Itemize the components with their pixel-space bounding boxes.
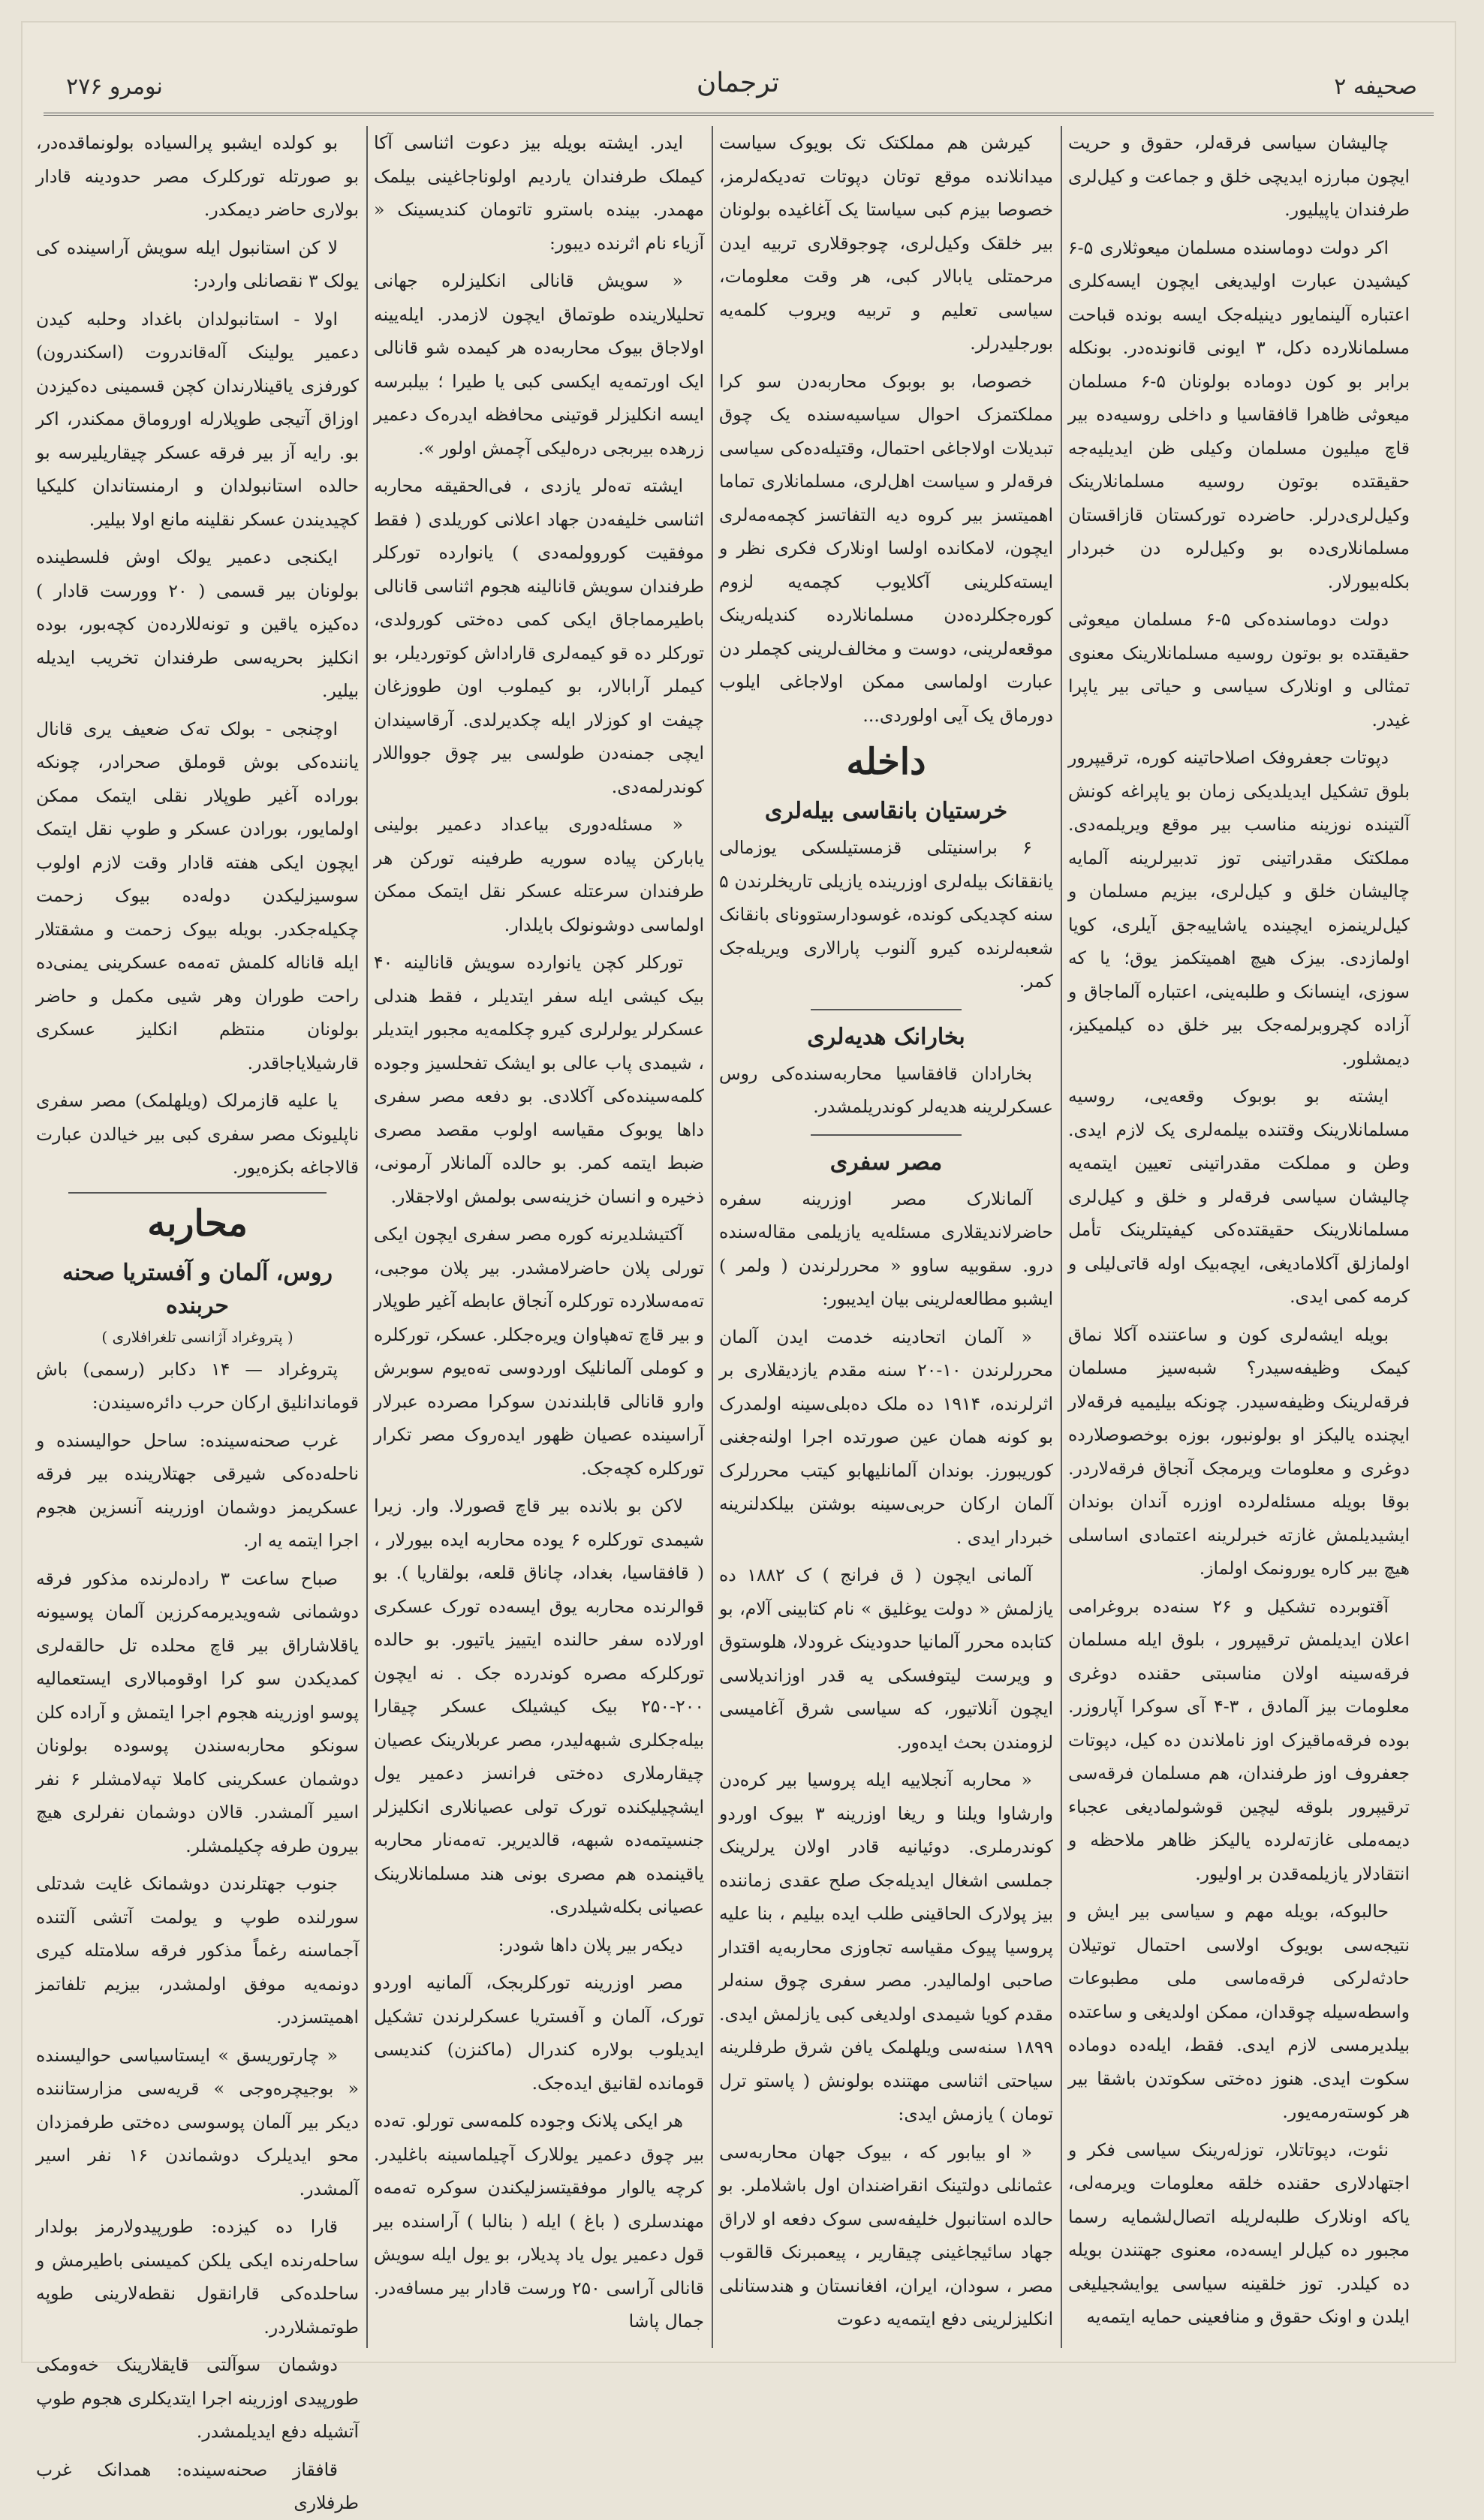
paragraph: جنوب جهتلرندن دوشمانک غایت شدتلی سورلنده طوپ و یولمت آتشی آلتنده آجماسنه رغماً مذکور فرقه سلامتله کیری دونمه‌یه موفق اولمشدر، بیزیم تلفاتمز اهمیتسزدر. bbox=[36, 1873, 359, 2028]
separator bbox=[811, 1134, 961, 1136]
column-3 bbox=[374, 126, 704, 2348]
separator bbox=[68, 1192, 327, 1194]
paragraph: دولت دوماسنده‌کی ۵-۶ مسلمان میعوثی حقیقتده بو بوتون روسیه مسلمانلارینک معنوی تمثالی و اونلارک سیاسی و حیاتی بیر یاپرا غیدر. bbox=[1068, 609, 1410, 730]
paragraph: خصوصا، بو بوبوک محاربه‌دن سو کرا مملکتمزک احوال سیاسیه‌سنده یک چوق تبدیلات اولاجاغی احتمال، وقتیله‌ده‌کی سیاسی فرقه‌لر و سیاست اهل‌لری، مسلمانلاری تماما اهمیتسز بیر کروه دیه التفاتسز کچمه‌مه‌لری ایچون، لامکانده اولسا اونلارک فکری نظر و ایسته‌کلرینی آکلایوب کچمه‌یه لزوم کوره‌جکلرده‌دن مسلمانلارده کندیله‌رینک موقعه‌لرینی، دوست و مخالف‌لرینی کچملر دن عبارت اولماسی ممکن اولاجاغی ایلوب دورماق یک آیی اولوردی... bbox=[719, 370, 1053, 726]
paragraph: حالبوکه، بویله مهم و سیاسی بیر ایش و نتیجه‌سی بویوک اولاسی احتمال توتیلان حادثەلرکی فرقه‌ماسی ملی مطبوعات واسطه‌سیله چوقدان، ممکن اولدیغی و ساعتده بیلدیرمسی لازم ایدی. فقط، ایله‌ده دوماده سکوت ایدی. هنوز ده‌ختی سکوتدن باشقا بیر هر کوسته‌رمه‌یور. bbox=[1068, 1901, 1410, 2122]
paragraph: « آلمان اتحادینه خدمت ایدن آلمان محررلرندن ۱۰-۲۰ سنه مقدم یازدیقلاری بر اثرلرنده، ۱۹۱۴ ده ملک ده‌بلی‌سینه اولمدرک بو کونه همان عین صورتده اجرا اولنه‌جغنی کوریبورز. بوندان آلمانلیهابو کیتب محررلرک آلمان ارکان حربی‌سینه بوشتن بیلکدلنرینه خبردار ایدی . bbox=[719, 1326, 1053, 1548]
paragraph: هر ایکی پلانک وجوده کلمه‌سی تورلو. ته‌ده بیر چوق دعمیر یوللارک آچیلماسینه باغلیدر. کرچه یالوار موفقیتسزلیکندن سوکره ته‌مه‌ه مهندسلری ( باغ ) ایله ( بنالبا ) آراسنده بیر قول دعمیر یول یاد پدیلار، بو یول ایله سویش قانالی آراسی ۲۵۰ ورست قادار بیر مسافه‌در. جمال پاشا bbox=[374, 2110, 704, 2332]
column-divider bbox=[712, 126, 713, 2348]
paragraph: چالیشان سیاسی فرقه‌لر، حقوق و حریت ایچون مبارزه ایدیچی خلق و جماعت و کیل‌لری طرفندان یاپیلیور. bbox=[1068, 132, 1410, 220]
paragraph: دپوتات جعفروفک اصلاحاتینه کوره، ترقیپرور بلوق تشکیل ایدیلدیکی زمان بو یاپراغه کونش آلتینده نوزینه مناسب بیر موقع ویریلمه‌دی. مملکتک مقدراتینی توز تدبیرلرینه آلمایه چالیشان خلق و کیل‌لری، بیزیم مسلمان و کیل‌لرینمزه ایچینده یاشاییه‌جق آیلری، کویا اولمازدی. بیزک هیچ اهمیتکمز یوق؛ یا که سوزی، اینسانک و طلبه‌ینی، اعتبارە آلماجاق و آزاده کچروبرلمه‌جک بیر خلق ده کیلمیکیز، دیمشلور. bbox=[1068, 747, 1410, 1069]
article-title: خرستیان بانقاسی بیله‌لری bbox=[764, 798, 1008, 824]
column-divider bbox=[1061, 126, 1062, 2348]
header-rule bbox=[44, 113, 1434, 116]
paragraph: آکتیشلدیرنه کوره مصر سفری ایچون ایکی تورلی پلان حاضرلامشدر. بیر پلان موجبی، ته‌مه‌سلارده تورکلره آنجاق عابطه آغیر طوپلار و بیر قاچ ته‌هپاوان ویره‌جکلر. عسکر، تورکلره و کوملی آلمانلیک اوردوسی ته‌ه‌یوم سوبرش وارو قانالی قابلندندن سوکرا مصرده عبرلار آراسینده عصیان ظهور ایده‌روک مصر تکرار تورکلره کچه‌جک. bbox=[374, 1224, 704, 1479]
section-title-domestic: داخله bbox=[846, 741, 926, 783]
column-1 bbox=[1068, 126, 1410, 2348]
paragraph: آقتوبرده تشکیل و ۲۶ سنه‌ده بروغرامی اعلان ایدیلمش ترقیپرور ، بلوق ایله مسلمان فرقه‌سینه اولان مناسبتی حقنده دوغری معلومات بیز آلمادق ، ۳-۴ آی سوکرا آپاروزر. بوده فرقه‌ماقیزک اوز ناملاندن ده کیل، دپوتات جعفروف اوز طرفندان، هم مسلمان فرقه‌سی ترقیپرور بلوقه لیچین قوشولمادیغی عجباء دیمه‌ملی غازته‌لرده یالیکز ظاهر ملاحظه و انتقادلار یازیلمه‌قدن بر اولیور. bbox=[1068, 1595, 1410, 1884]
paragraph: کیرشن هم مملکتک تک بویوک سیاست میدانلاندە موقع توتان دپوتات ته‌دیکه‌لرمز، خصوصا بیزم کبی سیاستا یک آغاغیده بولونان بیر خلقک وکیل‌لری، چوجوقلاری تربیه ایدن مرحمتلی یابالار کبی، هر وقت معلومات، سیاسی تعلیم و تربیه ویروب کلمه‌یه بورجلیدرلر. bbox=[719, 132, 1053, 354]
paragraph: صباح ساعت ۳ راده‌لرنده مذکور فرقه دوشمانی شه‌ویدیرمه‌کرزین آلمان پوسیونه یاقلاشاراق بیر قاچ محلده تل حالقه‌لری کمدیکدن سو کرا اوقومبالاری ایستعمالیه پوسو اوزرینه هجوم اجرا ایتمش و آراده کلن سونکو محاربه‌سندن پوسوده بولونان دوشمان عسکرینی کاملا تپه‌لامشلر ۶ نفر اسیر آلمشدر. قالان دوشمان نفرلری هیچ بیرون طرفه چکیلمشلر. bbox=[36, 1567, 359, 1856]
paragraph: ایکنجی دعمیر یولک اوش فلسطینده بولونان بیر قسمی ( ۲۰ وورست قادار ) ده‌کیزه یاقین و تونه‌للارده‌ن کچه‌بور، بوده انکلیز بحریه‌سی طرفندان تخریب ایدیله بیلیر. bbox=[36, 546, 359, 701]
paragraph: « محاربه آنجلاییه ایله پروسیا بیر کره‌دن وارشاوا ویلنا و ریغا اوزرینه ۳ بیوک اوردو کوندرملری. دوئیانیه قادر اولان یرلرینک جملسی اشغال ایدیله‌جک صلح عقدی زماننده بیز پولارک الحاقینی طلب ایده بیلیم ، بنا علیه پروسیا پیوک مقیاسه تجاوزی محاربه‌یه اقتدار صاحبی اولمالیدر. مصر سفری چوق سنه‌لر مقدم کویا شیمدی اولدیغی کبی یازلمش ایدی. ۱۸۹۹ سنه‌سی ویلهلمک یافن شرق طرفلرینه سیاحتی اثناسی مهتنده بولونش ( پاستو ترل تومان ) یازمش ایدی: bbox=[719, 1769, 1053, 2124]
newspaper-page bbox=[21, 21, 1456, 2513]
paragraph: آلمانی ایچون ( ق فرانج ) ک ۱۸۸۲ ده یازلمش « دولت یوغلیق » نام کتابینی آلام، بو کتابده محرر آلمانیا حدودینک غرودلا، هلوستوق و ویرست لیتوفسکی یه قدر اوزاندیلاسی ایچون آنلاتیور، که سیاسی شرق آغامیسی لزومندن بحث ایده‌ور. bbox=[719, 1564, 1053, 1753]
paragraph: ایشته ته‌ه‌لر یازدی ، فی‌الحقیقه محاربه اثناسی خلیفه‌دن جهاد اعلانی کوریلدی ( فقط موفقیت کوروولمه‌دی ) یانواردە تورکلر طرفندان سویش قانالینه هجوم اثناسی قانالی باطیرمماجاق ایکی کمی ده‌ختی کورولدی، تورکلر ده قو کیمه‌لری قاراداش کوتوردیلر، بو کیملر آرابالار، بو کیملوب اون طووزغان چیفت او کوزلار ایله چکدیرلدی. آرقاسیندان ایچی جمنه‌دن طولسی بیر چوق جوواللار کوندرلمه‌دی. bbox=[374, 475, 704, 797]
page-number: صحیفه ۲ bbox=[1334, 74, 1417, 100]
issue-number: نومرو ۲۷۶ bbox=[66, 74, 163, 100]
paragraph: قارا ده کیزده: طورپیدولارمز بولدار ساحلەرنده ایکی یلکن کمیسنی باطیرمش و ساحلده‌کی قارانقول نقطه‌لارینی طوپه طوتمشلاردر. bbox=[36, 2216, 359, 2338]
paragraph: اوچنجی - بولک ته‌ک ضعیف یری قانال یاننده‌کی بوش قوملق صحرادر، چونکه بوراده آغیر طوپلار نقلی ایتمک ممکن اولمایور، بورادن عسکر و طوپ نقل ایتمک ایچون ایکی هفته قادار وقت لازم اولوب سوسیزلیکدن دوله‌ده بیوک زحمت چکیله‌جکدر. بویله بیوک زحمت و مشقتلار ایله قانالە کلمش ته‌مه‌ه عسکرینی یمنی‌ده راحت طوران وهر شیی مکمل و حاضر بولونان منتظم انکلیز عسکری قارشیلایاجاقدر. bbox=[36, 718, 359, 1073]
column-2 bbox=[719, 126, 1053, 2348]
paragraph: « چارتوریسق » ایستاسیاسی حوالیسنده « بوجیچرە‌وجی » قریه‌سی مزارستاننده دیکر بیر آلمان پوسوسی ده‌ختی طرفمزدان محو ایدیلرک دوشماندن ۱۶ نفر اسیر آلمشدر. bbox=[36, 2044, 359, 2199]
paragraph: اکر دولت دوماسنده مسلمان میعوثلاری ۵-۶ کیشیدن عبارت اولیدیغی ایچون ایسه‌کلری اعتبارە آلینمایور دینیلەجک ایسه بونده قباحت مسلمانلارده دکل، ۳ ایونی قانونده‌در. بونکله برابر بو کون دوماده بولونان ۵-۶ مسلمان میعوثی ظاهرا قافقاسیا و داخلی روسیه‌ده بیر قاچ میلیون مسلمان وکیلی ظن ایدیلیه‌جه حقیقتده بوتون روسیه مسلمانلارینک وکیل‌لری‌درلر. حاضرده تورکستان قازاقستان مسلمانلاری‌ده بو وکیل‌لرە دن خبردار بکله‌بیورلار. bbox=[1068, 236, 1410, 592]
separator bbox=[811, 1009, 961, 1010]
paragraph: دیکه‌ر بیر پلان داها شودر: bbox=[498, 1934, 683, 1955]
article-title: بخارانک هدیه‌لری bbox=[807, 1023, 965, 1050]
newspaper-title: ترجمان bbox=[696, 68, 780, 98]
paragraph: غرب صحنه‌سینده: ساحل حوالیسنده و ناحله‌ده‌کی شیرقی جهتلارینده بیر فرقه عسکریمز دوشمان اوزرینه آنسزین هجوم اجرا ایتمه یه ار. bbox=[36, 1429, 359, 1551]
paragraph: لا کن استانبول ایله سویش آراسینده کی یولک ۳ نقصانلی واردر: bbox=[36, 236, 359, 291]
paragraph: ایدر. ایشته بویله بیز دعوت اثناسی آکا کیملک طرفندان یاردیم اولوناجاغینی بیلمک مهمدر. بینده باسترو تاتومان کندیسینک « آزیاء نام اثرنده دیبور: bbox=[374, 132, 704, 254]
paragraph: مصر اوزرینه تورکلربجک، آلمانیه اوردو تورک، آلمان و آفستریا عسکرلرندن تشکیل ایدیلوب بولاره کندرال (ماکنزن) کندیسی قومانده لقانیق ایده‌جک. bbox=[374, 1972, 704, 2094]
paragraph: بخارادان قافقاسیا محاربه‌سنده‌کی روس عسکرلرینه هدیه‌لر کوندریلمشدر. bbox=[719, 1062, 1053, 1117]
paragraph: نئوت، دپوتاتلار، توزله‌رینک سیاسی فکر و اجتهادلاری حقنده خلقه معلومات ویرمه‌لی، ياکه اونلارک طلبه‌لریله اتصال‌لشمایه رسما مجبور ده کیل‌لر ایسه‌ده، معنوی جهتندن بویله ده کیلدر. توز خلقینه سیاسی یوایشجیلیغی ایلدن و اونک حقوق و منافعینی حمایه ایتمه‌یه bbox=[1068, 2139, 1410, 2327]
paragraph: اولا - استانبولدان باغداد وحلبه کیدن دعمیر یولینک آله‌قاندروت (اسکندرون) کورفزی یاقینلارندان کچن قسمینی دەکیزدن اوزاق آتیجی طوپلارله اوروماق ممکندر، اکر بو. رایه آز بیر فرقه عسکر چیقاریلیرسه بو حالده استانبولدان و ارمنستاندان کلیکیا کچیدیندن عسکر نقلینه مانع اولا بیلیر. bbox=[36, 308, 359, 530]
page-header bbox=[36, 65, 1440, 117]
column-4 bbox=[36, 126, 359, 2513]
article-title: مصر سفری bbox=[829, 1149, 943, 1176]
paragraph: ایشته بو بوبوک وقعه‌یی، روسیه مسلمانلارینک وقتنده بیلمه‌لری یک لازم ایدی. وطن و مملکت مقدراتینی تعیین ایتمه‌یه چالیشان سیاسی فرقه‌لر و خلق و کیل‌لری مسلمانلارینک حقیقتده‌کی کیفیتلرینک تأمل اولمازلق آکلامادیغی، ایچه‌بیک اوله قاتی‌لیلی و کرمه کمی ایدی. bbox=[1068, 1085, 1410, 1307]
column-divider bbox=[366, 126, 368, 2348]
paragraph: آلمانلارک مصر اوزرینه سفره حاضرلاندیقلاری مسئله‌یه یازیلمی مقاله‌سنده درو. سقوبیه ساوو « محررلرندن ( ولمر ) ایشبو مطالعه‌لرینی بیان ایدیبور: bbox=[719, 1188, 1053, 1309]
paragraph: ۶ براسنیتلی قزمستیلسکی یوزمالی یانققانک بیله‌لری اوزرینده یازیلی تاریخلرندن ۵ سنه کچدیکی کونده، غوسودارستوونای بانقانک شعبه‌لرنده کیرو آلنوب پارالاری ویریله‌جک کمر. bbox=[719, 837, 1053, 992]
paragraph: لاکن بو بلانده بیر قاچ قصورلا. وار. زیرا شیمدی تورکلره ۶ یوده محاربه ایده بیورلار ، ( قافقاسیا، بغداد، چاناق قلعه، بولقاریا ). بو قوالرنده محاربه یوق ایسه‌ده تورک عسکری اورلاده سفر حالنده ایتییز یاتیور. بو حالده تورکلرکه مصره کوندرده جک . نه ایچون ۲۰۰-۲۵۰ بیک کیشیلک عسکر چیقارا بیله‌جکلری شبهه‌لیدر، مصر عربلارینک عصیان چیقارملاری ده‌ختی فرانسز دعمیر یول ایشچیلیکنده تورک تولی عصیانلاری انکلیزلر جنسیتمه‌ده شبهه، قالدیریر. ته‌مه‌نار محاربه یاقینمده هم مصری بونی هند مسلمانلارینک عصیانی بکله‌شیلدری. bbox=[374, 1495, 705, 1917]
section-title-war: محاربه bbox=[147, 1202, 248, 1245]
paragraph: دوشمان سوآلتی قایقلارینک خه‌ومکی طورپیدی اوزرینه اجرا ایتدیکلری هجوم طوپ آتشیله دفع ایدیلمشدر. bbox=[36, 2354, 359, 2442]
paragraph: پتروغراد — ۱۴ دکابر (رسمی) باش قوماندانلیق ارکان حرب دائره‌سیندن: bbox=[36, 1358, 359, 1413]
paragraph: بویله ایشه‌لرى کون و ساعتنده آکلا نماق کیمک وظیفه‌سیدر؟ شبه‌سیز مسلمان فرقه‌لرینک وظیفه‌سیدر. چونکه بیلیمیه فرقه‌لار ایچنده یالیکز او بولونبور، بوزە بوخصوصلارده دوغری و معلومات ویرمجک آنجاق فرقه‌لاردر. بوقا بویله مسئلەلرده اوزرە آندان بوندان ایشیدیلمش غازته خبرلرینه اعتمادی اساسلی هیچ بیر کاره یورونمک اولماز. bbox=[1068, 1323, 1410, 1579]
paragraph: بو کولده ایشبو پرالسیاده بولونماقده‌در، بو صورتله تورکلرک مصر حدودینه قادار بولاری حاضر دیمکدر. bbox=[36, 132, 359, 220]
paragraph: قافقاز صحنه‌سینده: همدانک غرب طرفلاری bbox=[36, 2458, 359, 2513]
paragraph: یا علیه قازمرلک (ویلهلمک) مصر سفری ناپلیونک مصر سفری کبی بیر خیالدن عبارت قالاجاغه بکزه‌یور. bbox=[36, 1090, 359, 1178]
article-title: روس، آلمان و آفستریا صحنه حربنده bbox=[62, 1259, 333, 1319]
article-source: ( پتروغراد آژانسی تلغرافلاری ) bbox=[101, 1327, 293, 1346]
paragraph: تورکلر کچن یانوارده سویش قانالینه ۴۰ بیک کیشی ایله سفر ایتدیلر ، فقط هندلی عسکرلر یولرلری کیرو چکلمه‌یه مجبور ایتدیلر ، شیمدی پاب عالی بو ایشک تفحلسیز وجوده کلمه‌سیندەکی آکلادی. بو دفعه مصر سفری داها یوبوک مقیاسه اولوب مقصد مصری ضبط ایتمه کمر. بو حالده آلمانلار آرمونی، ذخیره و انسان خزینه‌سی بولمش اولاجقلار. bbox=[374, 952, 704, 1207]
paragraph: « او بیابور که ، بیوک جهان محاربه‌سی عثمانلی دولتینک انقراضندان اول باشلاملر. بو حالده استانبول خلیفه‌سی سوک دفعه او لاراق جهاد سائیجاغینی چیقاریر ، پیعمبرنک قالقوب مصر ، سودان، ایران، افغانستان و هندستانلی انکلیزلرینی دفع ایتمه‌یه دعوت bbox=[719, 2141, 1053, 2329]
paragraph: « مسئله‌دوری بیاعداد دعمیر بولینی یابارکن پیاده سوریه طرفینه تورکن هر طرفندان سرعتله عسکر نقل ایتمک ممکن اولماسی دوشونولک بایلدار. bbox=[374, 814, 704, 935]
paragraph: « سویش قانالی انکلیزلرە جهانی تحلیلارینده طوتماق ایچون لازمدر. ایله‌یینه اولاجاق بیوک محاربه‌ده هر کیمده شو قانالی ایک اورتمه‌یه ایکسی کبی یا طیرا ؛ بیلبرسه ایسه انکلیزلر قوتینی محافظه ایدرەک دعمیر زرهده بیربجی دره‌لیکی آچمش اولور ». bbox=[374, 270, 704, 459]
